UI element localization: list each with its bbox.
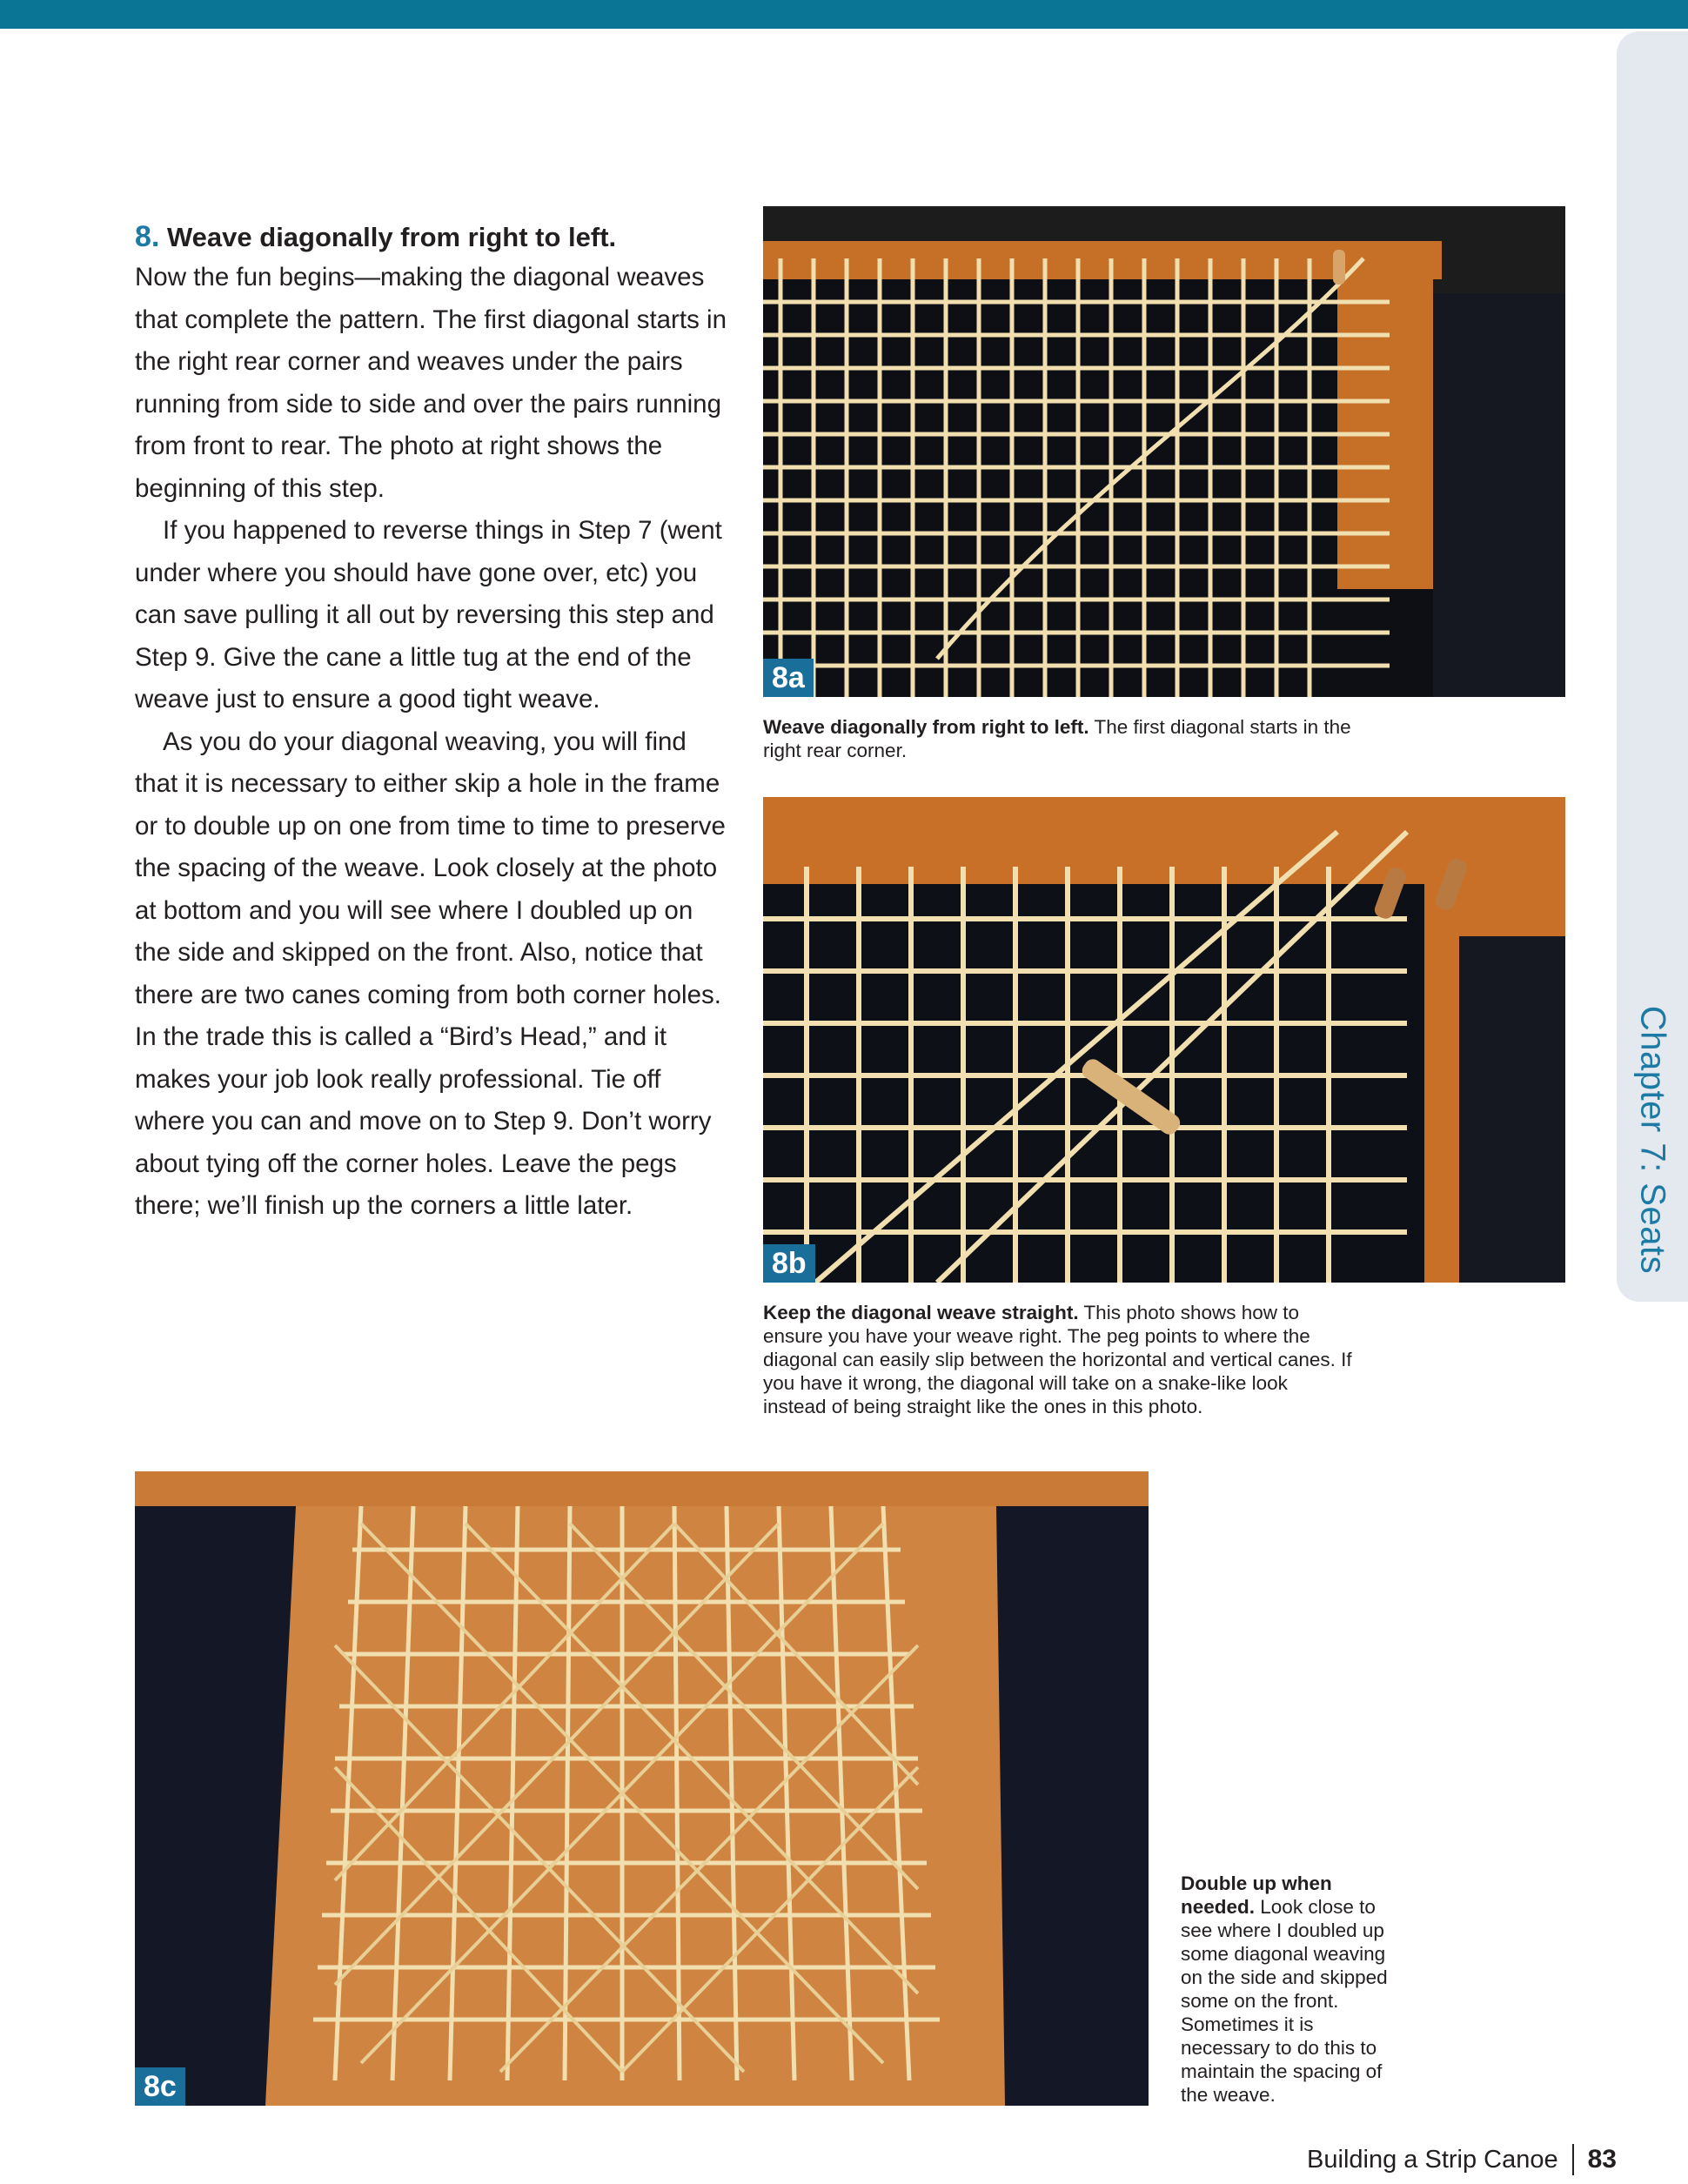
- photo-8b: [763, 797, 1565, 1283]
- step-number: 8.: [135, 220, 160, 253]
- photo-8c-image: [135, 1471, 1149, 2106]
- photo-8b-caption: [763, 1301, 1355, 1418]
- photo-8a-label: 8a: [763, 659, 814, 697]
- book-title: Building a Strip Canoe: [1307, 2145, 1558, 2174]
- photo-8a-caption-text: The first diagonal starts in the right rear corner.: [763, 716, 1351, 761]
- photo-8a: [763, 206, 1565, 697]
- photo-8c-label: 8c: [135, 2067, 185, 2106]
- photo-8a-caption: [763, 715, 1372, 762]
- footer-divider: [1572, 2144, 1574, 2175]
- photo-8b-caption-bold: Keep the diagonal weave straight.: [763, 1302, 1079, 1323]
- photo-8b-image: [763, 797, 1565, 1283]
- photo-8c-caption: [1181, 1872, 1398, 2107]
- step-text-column: [135, 218, 727, 1228]
- photo-8c-caption-text: Look close to see where I doubled up some diagonal weaving on the side and skipped some on the front. Sometimes it is necessary to do this to maintain the spacing of the weave.: [1181, 1896, 1388, 2106]
- body-paragraph-3: As you do your diagonal weaving, you will find that it is necessary to either skip a hole in the frame or to double up on one from time to time to preserve the spacing of the weave. Look closely at the photo at bottom and you will see where I doubled up on the side and skipped on the front. Also, notice that there are two canes coming from both corner holes. In the trade this is called a “Bird’s Head,” and it makes your job look really professional. Tie off where you can and move on to Step 9. Don’t worry about tying off the corner holes. Leave the pegs there; we’ll finish up the corners a little later.: [135, 727, 726, 1220]
- photo-8c: [135, 1471, 1149, 2106]
- top-color-bar: [0, 0, 1688, 29]
- step-heading: [135, 218, 727, 257]
- page-number: 83: [1587, 2145, 1617, 2174]
- photo-8b-label: 8b: [763, 1244, 815, 1283]
- body-paragraph-2: If you happened to reverse things in Step 7 (went under where you should have gone over, etc) you can save pulling it all out by reversing this step and Step 9. Give the cane a little tug at the end of the weave just to ensure a good tight weave.: [135, 516, 722, 713]
- body-paragraph-1: Now the fun begins—making the diagonal weaves that complete the pattern. The first diagonal starts in the right rear corner and weaves under the pairs running from side to side and over the pairs running from front to rear. The photo at right shows the beginning of this step.: [135, 263, 727, 503]
- page-footer: [1307, 2144, 1617, 2175]
- photo-8c-caption-bold: Double up when needed.: [1181, 1872, 1332, 1918]
- photo-8a-image: [763, 206, 1565, 697]
- photo-8b-caption-text: This photo shows how to ensure you have your weave right. The peg points to where the diagonal can easily slip between the horizontal and vertical canes. If you have it wrong, the diagonal will take on a snake-like look instead of being straight like the ones in this photo.: [763, 1302, 1352, 1417]
- photo-8a-caption-bold: Weave diagonally from right to left.: [763, 716, 1089, 738]
- step-title: Weave diagonally from right to left.: [166, 222, 617, 252]
- chapter-tab-label: Chapter 7: Seats: [1633, 1005, 1672, 1275]
